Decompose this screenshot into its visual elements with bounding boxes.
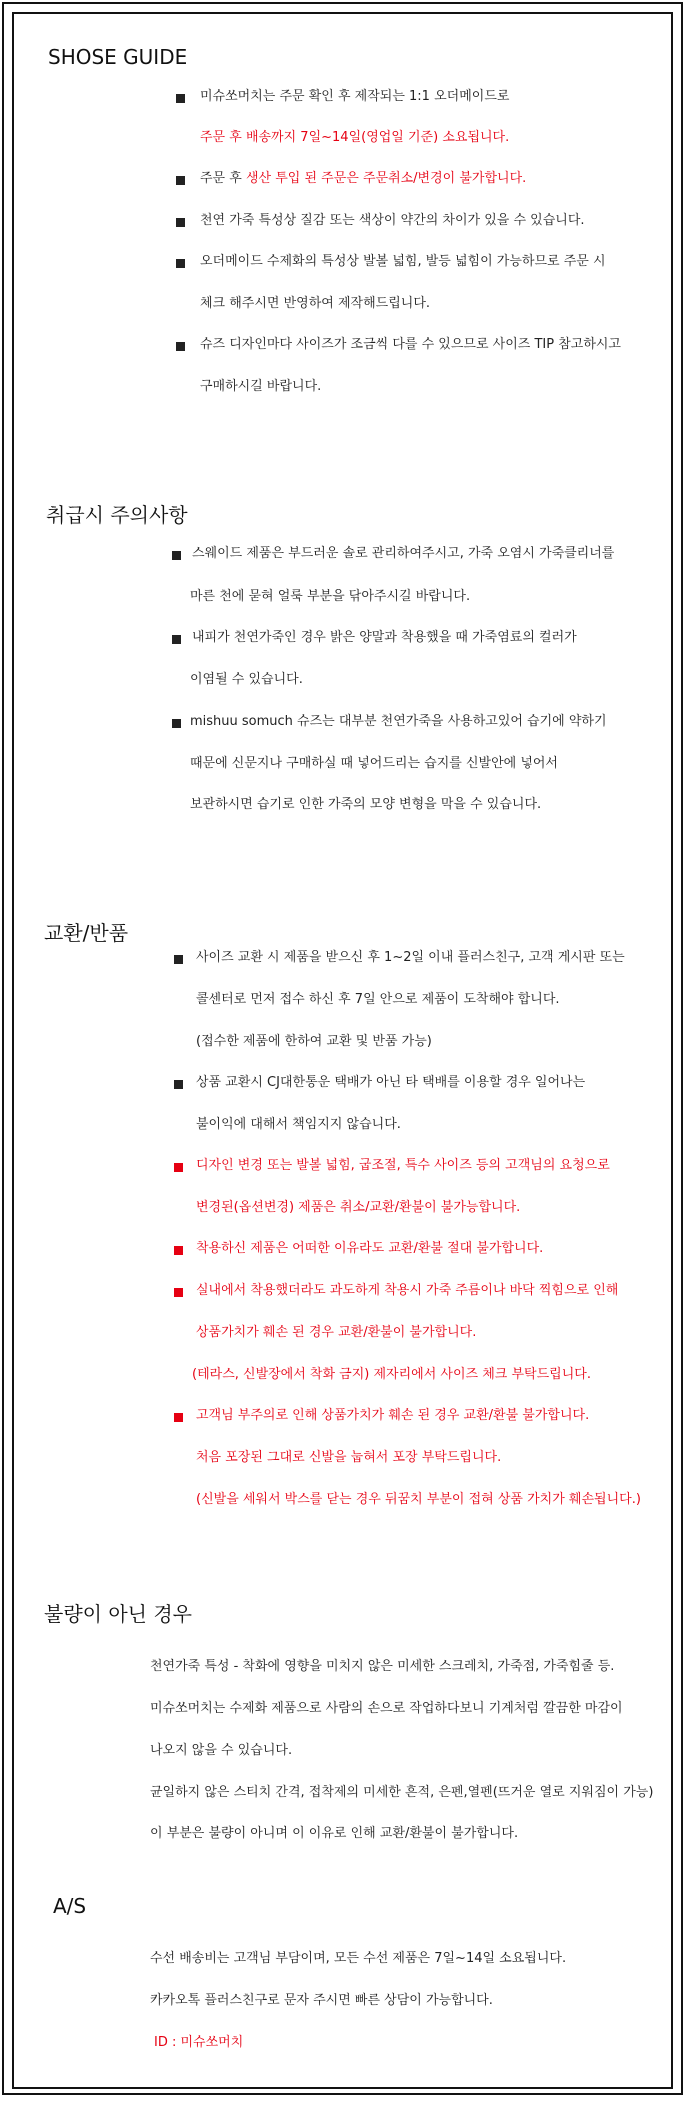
as-line: 카카오톡 플러스친구로 문자 주시면 빠른 상담이 가능합니다. <box>150 1993 493 2008</box>
guide-line: 구매하시길 바랍니다. <box>200 379 322 394</box>
care-line: 내피가 천연가죽인 경우 밝은 양말과 착용했을 때 가죽염료의 컬러가 <box>192 630 577 645</box>
bullet-square-red-icon <box>174 1163 183 1172</box>
guide-line: 천연 가죽 특성상 질감 또는 색상이 약간의 차이가 있을 수 있습니다. <box>200 213 585 228</box>
section-title-shoe-guide: SHOSE GUIDE <box>48 45 188 69</box>
guide-line: 체크 해주시면 반영하여 제작해드립니다. <box>200 296 431 311</box>
section-title-as: A/S <box>53 1894 87 1918</box>
exchange-line: (테라스, 신발장에서 착화 금지) 제자리에서 사이즈 체크 부탁드립니다. <box>192 1367 591 1382</box>
exchange-line: 불이익에 대해서 책임지지 않습니다. <box>196 1117 401 1132</box>
section-title-exchange: 교환/반품 <box>44 921 129 945</box>
exchange-line: 사이즈 교환 시 제품을 받으신 후 1~2일 이내 플러스친구, 고객 게시판 또는 <box>196 950 625 965</box>
care-line: 마른 천에 묻혀 얼룩 부분을 닦아주시길 바랍니다. <box>190 589 471 604</box>
not-defective-line: 나오지 않을 수 있습니다. <box>150 1743 293 1758</box>
bullet-square-icon <box>176 342 185 351</box>
not-defective-line: 미슈쏘머치는 수제화 제품으로 사람의 손으로 작업하다보니 기계처럼 깔끔한 마감이 <box>150 1701 623 1716</box>
bullet-square-red-icon <box>174 1413 183 1422</box>
bullet-square-icon <box>172 719 181 728</box>
bullet-square-red-icon <box>174 1246 183 1255</box>
care-line: 보관하시면 습기로 인한 가죽의 모양 변형을 막을 수 있습니다. <box>190 797 542 812</box>
bullet-square-red-icon <box>174 1288 183 1297</box>
not-defective-line: 이 부분은 불량이 아니며 이 이유로 인해 교환/환불이 불가합니다. <box>150 1826 519 1841</box>
bullet-square-icon <box>176 94 185 103</box>
exchange-line: 변경된(옵션변경) 제품은 취소/교환/환불이 불가능합니다. <box>196 1200 521 1215</box>
guide-line-highlight: 생산 투입 된 주문은 주문취소/변경이 불가합니다. <box>245 171 527 186</box>
guide-line: 오더메이드 수제화의 특성상 발볼 넓힘, 발등 넓힘이 가능하므로 주문 시 <box>200 254 606 269</box>
guide-line <box>200 171 526 187</box>
bullet-square-icon <box>176 176 185 185</box>
bullet-square-icon <box>174 955 183 964</box>
bullet-square-icon <box>176 259 185 268</box>
care-line: mishuu somuch 슈즈는 대부분 천연가죽을 사용하고있어 습기에 약하기 <box>190 714 607 729</box>
guide-line: 미슈쏘머치는 주문 확인 후 제작되는 1:1 오더메이드로 <box>200 89 510 104</box>
exchange-line: (접수한 제품에 한하여 교환 및 반품 가능) <box>196 1034 432 1049</box>
care-line: 스웨이드 제품은 부드러운 솔로 관리하여주시고, 가죽 오염시 가죽클리너를 <box>192 546 615 561</box>
inner-border <box>12 12 673 2089</box>
exchange-line: 고객님 부주의로 인해 상품가치가 훼손 된 경우 교환/환불 불가합니다. <box>196 1408 590 1423</box>
as-kakao-id: ID : 미슈쏘머치 <box>154 2035 244 2050</box>
exchange-line: 착용하신 제품은 어떠한 이유라도 교환/환불 절대 불가합니다. <box>196 1241 544 1256</box>
bullet-square-icon <box>172 635 181 644</box>
care-line: 때문에 신문지나 구매하실 때 넣어드리는 습지를 신발안에 넣어서 <box>190 756 558 771</box>
exchange-line: 상품 교환시 CJ대한통운 택배가 아닌 타 택배를 이용할 경우 일어나는 <box>196 1075 586 1090</box>
not-defective-line: 균일하지 않은 스티치 간격, 접착제의 미세한 흔적, 은펜,열펜(뜨거운 열로 지워짐이 가능) <box>150 1785 654 1800</box>
exchange-line: 디자인 변경 또는 발볼 넓힘, 굽조절, 특수 사이즈 등의 고객님의 요청으로 <box>196 1158 610 1173</box>
not-defective-line: 천연가죽 특성 - 착화에 영향을 미치지 않은 미세한 스크레치, 가죽점, 가죽힘줄 등. <box>150 1659 615 1674</box>
exchange-line: 콜센터로 먼저 접수 하신 후 7일 안으로 제품이 도착해야 합니다. <box>196 992 560 1007</box>
care-line: 이염될 수 있습니다. <box>190 672 303 687</box>
guide-line: 주문 후 배송까지 7일~14일(영업일 기준) 소요됩니다. <box>200 130 510 145</box>
as-line: 수선 배송비는 고객님 부담이며, 모든 수선 제품은 7일~14일 소요됩니다. <box>150 1951 567 1966</box>
bullet-square-icon <box>176 218 185 227</box>
section-title-not-defective: 불량이 아닌 경우 <box>44 1602 192 1626</box>
guide-line: 슈즈 디자인마다 사이즈가 조금씩 다를 수 있으므로 사이즈 TIP 참고하시고 <box>200 337 621 352</box>
bullet-square-icon <box>172 551 181 560</box>
exchange-line: 처음 포장된 그대로 신발을 눕혀서 포장 부탁드립니다. <box>196 1450 502 1465</box>
section-title-care: 취급시 주의사항 <box>46 503 188 527</box>
exchange-line: (신발을 세워서 박스를 닫는 경우 뒤꿈치 부분이 접혀 상품 가치가 훼손됩니다.) <box>196 1492 641 1507</box>
exchange-line: 상품가치가 훼손 된 경우 교환/환불이 불가합니다. <box>196 1325 477 1340</box>
guide-line-prefix: 주문 후 <box>200 171 246 186</box>
exchange-line: 실내에서 착용했더라도 과도하게 착용시 가죽 주름이나 바닥 찍힘으로 인해 <box>196 1283 619 1298</box>
bullet-square-icon <box>174 1080 183 1089</box>
